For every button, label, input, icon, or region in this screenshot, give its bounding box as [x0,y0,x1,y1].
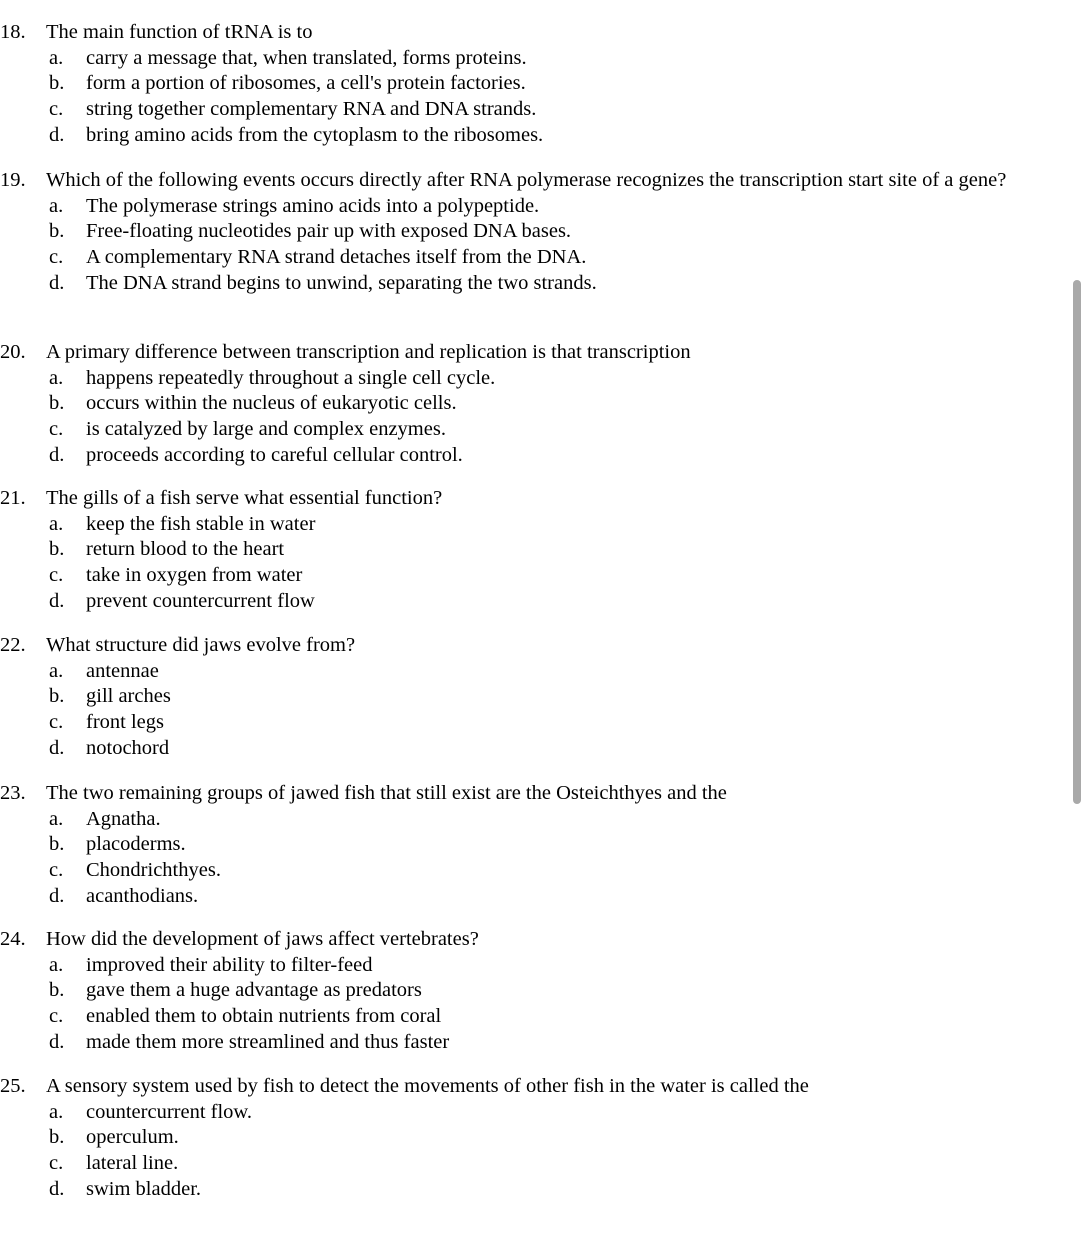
option-d [0,443,1050,469]
question-text: The main function of tRNA is to [46,21,313,43]
option-letter: c. [49,859,64,882]
option-letter: a. [49,194,64,217]
option-b [0,71,1050,97]
option-text: The polymerase strings amino acids into a polypeptide. [86,194,540,217]
option-text: carry a message that, when translated, forms proteins. [86,46,527,69]
option-letter: d. [49,736,65,759]
option-b [0,537,1050,563]
option-text: happens repeatedly throughout a single cell cycle. [86,366,496,389]
option-letter: d. [49,123,65,146]
question-text: The two remaining groups of jawed fish that still exist are the Osteichthyes and the [46,782,727,804]
option-a [0,807,1050,833]
question-text: A sensory system used by fish to detect the movements of other fish in the water is called the [46,1075,809,1097]
option-text: enabled them to obtain nutrients from coral [86,1005,442,1028]
option-text: antennae [86,659,159,682]
option-letter: c. [49,1005,64,1028]
option-d [0,884,1050,910]
option-b [0,219,1050,245]
question-18 [0,20,1050,149]
option-text: keep the fish stable in water [86,512,316,535]
option-letter: d. [49,1177,65,1200]
option-a [0,1100,1050,1126]
option-text: A complementary RNA strand detaches itself from the DNA. [86,246,587,269]
question-number: 22. [0,634,26,656]
option-text: Free-floating nucleotides pair up with exposed DNA bases. [86,220,572,243]
option-text: prevent countercurrent flow [86,589,315,612]
option-text: swim bladder. [86,1177,202,1200]
option-text: gill arches [86,685,171,708]
scrollbar-thumb[interactable] [1073,280,1081,804]
question-number: 24. [0,928,26,950]
question-number: 21. [0,487,26,509]
option-text: proceeds according to careful cellular control. [86,443,463,466]
option-letter: a. [49,1100,64,1123]
option-a [0,366,1050,392]
option-d [0,1177,1050,1203]
option-text: bring amino acids from the cytoplasm to the ribosomes. [86,123,544,146]
question-number: 23. [0,782,26,804]
option-b [0,391,1050,417]
option-letter: a. [49,659,64,682]
question-25 [0,1074,1050,1203]
option-letter: a. [49,46,64,69]
option-text: The DNA strand begins to unwind, separating the two strands. [86,271,597,294]
option-b [0,684,1050,710]
option-text: front legs [86,711,164,734]
option-letter: b. [49,72,65,95]
option-letter: a. [49,512,64,535]
option-b [0,832,1050,858]
question-number: 18. [0,21,26,43]
option-letter: b. [49,1126,65,1149]
option-letter: d. [49,271,65,294]
option-letter: a. [49,366,64,389]
option-c [0,563,1050,589]
option-text: string together complementary RNA and DNA strands. [86,98,537,121]
option-letter: c. [49,246,64,269]
option-letter: a. [49,807,64,830]
option-text: improved their ability to filter-feed [86,953,373,976]
option-text: return blood to the heart [86,538,285,561]
option-letter: c. [49,98,64,121]
option-letter: b. [49,979,65,1002]
option-text: is catalyzed by large and complex enzymes. [86,418,446,441]
option-text: take in oxygen from water [86,564,303,587]
question-21 [0,486,1050,615]
question-number: 25. [0,1075,26,1097]
option-d [0,736,1050,762]
option-letter: d. [49,443,65,466]
option-letter: b. [49,392,65,415]
question-23 [0,781,1050,910]
option-letter: c. [49,564,64,587]
option-a [0,953,1050,979]
option-letter: b. [49,685,65,708]
option-letter: d. [49,884,65,907]
question-text: How did the development of jaws affect vertebrates? [46,928,479,950]
option-text: operculum. [86,1126,179,1149]
option-d [0,123,1050,149]
option-letter: d. [49,1030,65,1053]
option-c [0,1004,1050,1030]
question-text: A primary difference between transcription and replication is that transcription [46,341,691,363]
question-text: The gills of a fish serve what essential function? [46,487,443,509]
option-c [0,858,1050,884]
option-a [0,512,1050,538]
option-text: notochord [86,736,170,759]
option-text: lateral line. [86,1152,179,1175]
option-b [0,978,1050,1004]
option-c [0,245,1050,271]
question-number: 20. [0,341,26,363]
option-text: gave them a huge advantage as predators [86,979,422,1002]
option-b [0,1125,1050,1151]
question-24 [0,927,1050,1056]
option-letter: a. [49,953,64,976]
option-a [0,659,1050,685]
option-d [0,589,1050,615]
option-c [0,97,1050,123]
option-letter: d. [49,589,65,612]
option-c [0,1151,1050,1177]
question-20 [0,340,1050,469]
option-c [0,710,1050,736]
option-letter: c. [49,711,64,734]
option-text: made them more streamlined and thus faster [86,1030,450,1053]
question-19 [0,168,1050,297]
question-22 [0,633,1050,762]
option-a [0,194,1050,220]
option-a [0,46,1050,72]
option-text: Chondrichthyes. [86,859,221,882]
option-text: occurs within the nucleus of eukaryotic cells. [86,392,457,415]
question-text: Which of the following events occurs directly after RNA polymerase recognizes the transcription start site of a gene? [46,169,1007,191]
option-text: form a portion of ribosomes, a cell's protein factories. [86,72,526,95]
option-text: placoderms. [86,833,186,856]
option-text: countercurrent flow. [86,1100,253,1123]
option-letter: b. [49,833,65,856]
option-letter: b. [49,220,65,243]
option-c [0,417,1050,443]
option-letter: c. [49,418,64,441]
option-text: Agnatha. [86,807,161,830]
option-text: acanthodians. [86,884,199,907]
question-number: 19. [0,169,26,191]
option-letter: b. [49,538,65,561]
question-text: What structure did jaws evolve from? [46,634,356,656]
option-d [0,1030,1050,1056]
option-d [0,271,1050,297]
option-letter: c. [49,1152,64,1175]
